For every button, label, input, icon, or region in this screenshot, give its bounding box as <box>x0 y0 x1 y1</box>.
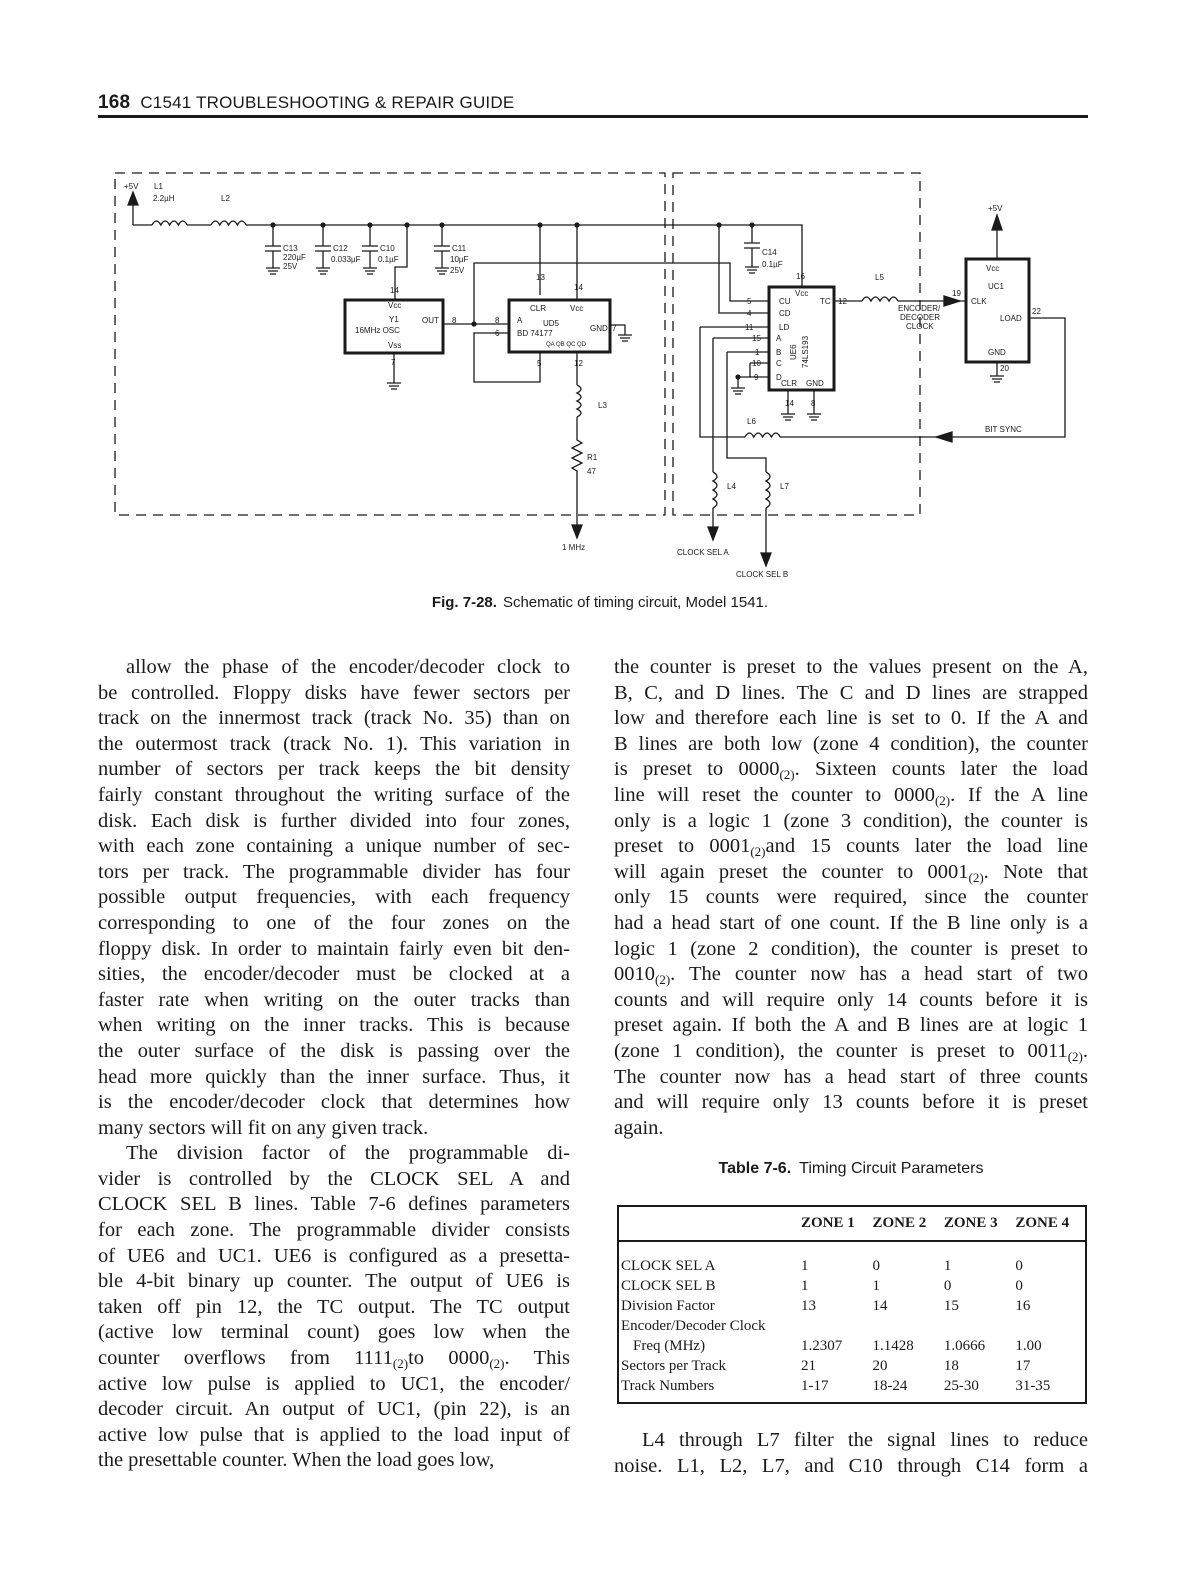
column-header: ZONE 3 <box>942 1206 1013 1241</box>
label-bit-sync: BIT SYNC <box>985 425 1022 434</box>
pin-14: 14 <box>390 286 399 295</box>
text-line <box>98 1167 570 1193</box>
pin-8: 8 <box>495 316 500 325</box>
text-line <box>614 860 1088 886</box>
table-cell: 13 <box>801 1298 816 1314</box>
text-segment: CLOCK SEL B lines. Table 7-6 defines parameters <box>98 1193 570 1216</box>
text-segment: B, C, and D lines. The C and D lines are strapped <box>614 681 1088 704</box>
text-line <box>98 706 570 732</box>
text-segment: counts and will require only 14 counts before it is <box>614 988 1088 1011</box>
subscript: (2) <box>489 1356 505 1372</box>
label-clock-sel-b: CLOCK SEL B <box>736 570 789 579</box>
label-vcc: Vcc <box>388 301 402 310</box>
text-segment: is the encoder/decoder clock that determines how <box>98 1091 570 1114</box>
text-segment: will again preset the counter to 0001 <box>614 860 969 883</box>
label-l2: L2 <box>221 194 230 203</box>
text-line <box>98 911 570 937</box>
label-uc1: UC1 <box>988 282 1005 291</box>
pin-7: 7 <box>612 324 617 333</box>
text-segment: vider is controlled by the CLOCK SEL A and <box>98 1167 570 1190</box>
row-label: Freq (MHz) <box>633 1338 706 1354</box>
text-line <box>614 1090 1088 1116</box>
pin-12: 12 <box>574 359 583 368</box>
text-segment: The division factor of the programmable di- <box>126 1142 570 1165</box>
column-header: ZONE 1 <box>799 1206 870 1241</box>
subscript: (2) <box>1067 1048 1083 1064</box>
pin-14: 14 <box>574 283 583 292</box>
text-segment: preset to 0001 <box>614 835 751 858</box>
label-c12-value: 0.033µF <box>331 255 361 264</box>
table-cell: 0 <box>1015 1258 1023 1274</box>
pin-7: 7 <box>391 358 396 367</box>
text-segment: allow the phase of the encoder/decoder clock to <box>126 656 570 678</box>
text-line <box>614 732 1088 758</box>
text-line <box>98 1013 570 1039</box>
text-segment: fairly constant throughout the writing surface of the <box>98 783 570 806</box>
pin-16: 16 <box>796 272 805 281</box>
figure-number: Fig. 7-28. <box>431 594 497 611</box>
label-c14-value: 0.1µF <box>762 260 783 269</box>
text-line <box>98 783 570 809</box>
text-segment: (zone 1 condition), the counter is preset to 0011 <box>614 1039 1068 1062</box>
label-y1: Y1 <box>389 315 399 324</box>
pin-11: 11 <box>745 323 754 332</box>
label-osc: 16MHz OSC <box>355 326 400 335</box>
text-segment: floppy disk. In order to maintain fairly even bit den- <box>98 937 570 960</box>
text-line <box>614 1013 1088 1039</box>
label-l1: L1 <box>154 182 163 191</box>
table-cell: 1 <box>943 1258 952 1274</box>
label-clk: CLK <box>971 297 987 306</box>
label-l3: L3 <box>598 401 607 410</box>
label-c11: C11 <box>452 244 467 253</box>
label-load: LOAD <box>1000 314 1022 323</box>
text-segment: faster rate when writing on the outer tracks than <box>98 988 570 1011</box>
text-line <box>614 681 1088 707</box>
label-clock: CLOCK <box>906 322 934 331</box>
table-cell <box>799 1316 870 1336</box>
label-c12: C12 <box>333 244 348 253</box>
text-line <box>98 1269 570 1295</box>
text-line <box>98 1346 570 1372</box>
text-segment: track on the innermost track (track No. 35) than on <box>98 707 570 730</box>
label-l1-value: 2.2µH <box>153 194 175 203</box>
text-line <box>98 937 570 963</box>
pin-5: 5 <box>747 297 752 306</box>
text-line <box>98 1448 570 1474</box>
text-segment: . Note that <box>983 860 1088 883</box>
column-header <box>618 1206 799 1241</box>
table-cell: 17 <box>1015 1358 1031 1374</box>
subscript: (2) <box>968 869 984 885</box>
text-segment: sities, the encoder/decoder must be clocked at a <box>98 963 570 986</box>
table-row <box>618 1376 1086 1403</box>
pin-20: 20 <box>1000 364 1009 373</box>
text-line <box>614 937 1088 963</box>
text-segment: 0010 <box>614 963 655 986</box>
table-number: Table 7-6. <box>718 1160 792 1177</box>
right-text-column <box>614 655 1088 1141</box>
text-segment: . <box>1082 1039 1088 1062</box>
text-line <box>98 757 570 783</box>
label-a: A <box>517 316 523 325</box>
label-ld: LD <box>779 323 790 332</box>
table-row <box>618 1356 1086 1376</box>
page-number: 168 <box>98 92 131 113</box>
text-line <box>98 1039 570 1065</box>
text-segment: tors per track. The programmable divider has four <box>98 860 570 883</box>
text-segment: and 15 counts later the load line <box>765 835 1088 858</box>
pin-4: 4 <box>747 309 752 318</box>
text-line <box>98 860 570 886</box>
text-segment: L4 through L7 filter the signal lines to reduce <box>642 1429 1088 1451</box>
label-encoder: ENCODER/ <box>898 304 941 313</box>
text-segment: be controlled. Floppy disks have fewer sectors per <box>98 681 570 704</box>
table-row <box>618 1276 1086 1296</box>
text-segment: logic 1 (zone 2 condition), the counter is preset to <box>614 937 1088 960</box>
text-segment: the presettable counter. When the load goes low, <box>98 1449 495 1472</box>
pin-8: 8 <box>452 316 457 325</box>
table-cell: 1.00 <box>1015 1338 1042 1354</box>
text-segment: The counter now has a head start of three counts <box>614 1065 1088 1088</box>
label-r1: R1 <box>587 453 598 462</box>
text-line <box>98 1065 570 1091</box>
subscript: (2) <box>779 767 795 783</box>
table-cell: 1.0666 <box>943 1338 986 1354</box>
text-segment: noise. L1, L2, L7, and C10 through C14 form a <box>614 1454 1088 1477</box>
pin-22: 22 <box>1032 307 1041 316</box>
text-line <box>98 1218 570 1244</box>
text-line <box>614 885 1088 911</box>
pin-14: 14 <box>785 399 794 408</box>
text-line <box>98 988 570 1014</box>
table-cell <box>1013 1316 1086 1336</box>
label-ud5-outputs: QA QB QC QD <box>546 342 587 348</box>
label-c13-value: 220µF <box>283 253 306 262</box>
text-segment: possible output frequencies, with each frequency <box>98 886 570 909</box>
label-gnd: GND <box>806 379 824 388</box>
text-line <box>614 706 1088 732</box>
table-row <box>618 1336 1086 1356</box>
text-segment: (active low terminal count) goes low when the <box>98 1321 570 1344</box>
text-segment: the outer surface of the disk is passing over the <box>98 1039 570 1062</box>
text-line <box>614 1428 1088 1454</box>
text-line <box>98 962 570 988</box>
text-segment: . This <box>504 1347 570 1370</box>
pin-5: 5 <box>537 359 542 368</box>
text-segment: is preset to 0000 <box>614 758 780 781</box>
label-b: B <box>776 348 782 357</box>
text-line <box>614 911 1088 937</box>
table-cell: 16 <box>1015 1298 1031 1314</box>
text-line <box>614 988 1088 1014</box>
text-segment: had a head start of one count. If the B line only is a <box>614 911 1088 934</box>
table-row <box>618 1316 1086 1336</box>
text-segment: to 0000 <box>408 1347 490 1370</box>
figure-caption-text: Schematic of timing circuit, Model 1541. <box>502 594 769 611</box>
label-c10-value: 0.1µF <box>378 255 399 264</box>
table-row <box>618 1241 1086 1276</box>
label-clock-sel-a: CLOCK SEL A <box>677 548 729 557</box>
row-label: Division Factor <box>621 1298 715 1314</box>
table-cell <box>870 1316 941 1336</box>
text-line <box>614 655 1088 681</box>
pin-9: 9 <box>754 373 759 382</box>
label-out: OUT <box>422 316 439 325</box>
label-c14: C14 <box>762 248 777 257</box>
text-segment: disk. Each disk is further divided into four zones, <box>98 809 570 832</box>
table-title: Timing Circuit Parameters <box>799 1160 984 1177</box>
label-d: D <box>776 373 782 382</box>
subscript: (2) <box>392 1356 409 1372</box>
label-gnd: GND <box>988 348 1006 357</box>
table-cell <box>942 1316 1013 1336</box>
text-segment: corresponding to one of the four zones on the <box>98 911 570 934</box>
table-cell: 1 <box>872 1278 880 1294</box>
text-line <box>98 1295 570 1321</box>
row-label: Sectors per Track <box>621 1358 726 1374</box>
label-clr: CLR <box>530 304 547 313</box>
table-cell: 25-30 <box>943 1378 979 1394</box>
text-line <box>614 962 1088 988</box>
text-line <box>98 1244 570 1270</box>
text-line <box>98 681 570 707</box>
text-segment: head more quickly than the inner surface. Thus, it <box>98 1065 570 1088</box>
table-cell: 1.2307 <box>801 1338 843 1354</box>
text-line <box>98 1320 570 1346</box>
text-line <box>98 809 570 835</box>
label-c13: C13 <box>283 244 298 253</box>
table-header-row <box>618 1206 1086 1241</box>
text-segment: low and therefore each line is set to 0. If the A and <box>614 707 1088 730</box>
text-line <box>614 783 1088 809</box>
text-segment: . Sixteen counts later the load <box>794 758 1088 781</box>
label-vcc: Vcc <box>795 289 809 298</box>
label-cu: CU <box>779 297 791 306</box>
subscript: (2) <box>655 972 671 988</box>
text-segment: decoder circuit. An output of UC1, (pin 22), is an <box>98 1398 570 1421</box>
table-cell: 18-24 <box>872 1378 908 1394</box>
text-line <box>98 1116 570 1142</box>
table-cell: 1 <box>801 1258 809 1274</box>
pin-1: 1 <box>755 348 760 357</box>
label-clr: CLR <box>781 379 798 388</box>
label-c11-voltage: 25V <box>450 266 465 275</box>
figure-caption <box>0 594 1200 611</box>
table-cell: 21 <box>801 1358 816 1374</box>
table-cell: 1-17 <box>801 1378 829 1394</box>
label-gnd: GND <box>590 324 608 333</box>
label-a: A <box>776 334 782 343</box>
label-vcc: Vcc <box>570 304 584 313</box>
text-line <box>98 834 570 860</box>
label-1mhz: 1 MHz <box>562 543 586 552</box>
text-segment: ble 4-bit binary up counter. The output of UE6 is <box>98 1270 570 1293</box>
text-segment: the outermost track (track No. 1). This variation in <box>98 732 570 755</box>
table-cell: 20 <box>872 1358 888 1374</box>
row-label: CLOCK SEL B <box>621 1278 716 1294</box>
text-segment: . If the A line <box>950 783 1088 806</box>
table-row <box>618 1296 1086 1316</box>
label-c11-value: 10µF <box>450 255 469 264</box>
text-line <box>98 655 570 681</box>
left-text-column <box>98 655 570 1474</box>
label-l4: L4 <box>727 482 736 491</box>
table-cell: 0 <box>872 1258 880 1274</box>
text-segment: line will reset the counter to 0000 <box>614 783 935 806</box>
label-c: C <box>776 359 782 368</box>
pin-8: 8 <box>811 399 816 408</box>
table-cell: 31-35 <box>1015 1378 1051 1394</box>
book-title: C1541 TROUBLESHOOTING & REPAIR GUIDE <box>140 93 515 112</box>
column-header: ZONE 2 <box>870 1206 941 1241</box>
label-vss: Vss <box>388 341 402 350</box>
text-segment: again. <box>614 1116 664 1139</box>
text-segment: with each zone containing a unique number of sec- <box>98 835 570 858</box>
text-segment: number of sectors per track keeps the bit density <box>98 758 570 781</box>
text-segment: only is a logic 1 (zone 3 condition), the counter is <box>614 809 1088 832</box>
text-line <box>614 1065 1088 1091</box>
label-l7: L7 <box>780 482 789 491</box>
text-segment: only 15 counts were required, since the counter <box>614 886 1088 909</box>
text-line <box>98 1423 570 1449</box>
text-line <box>614 757 1088 783</box>
label-l5: L5 <box>875 273 884 282</box>
column-header: ZONE 4 <box>1013 1206 1086 1241</box>
label-vcc: Vcc <box>986 264 1000 273</box>
table-caption <box>614 1160 1088 1178</box>
label-l6: L6 <box>747 417 756 426</box>
right-text-continuation <box>614 1428 1088 1479</box>
pin-12: 12 <box>838 297 847 306</box>
table-cell: 18 <box>943 1358 959 1374</box>
label-tc: TC <box>820 297 831 306</box>
table-cell: 14 <box>872 1298 888 1314</box>
text-line <box>614 809 1088 835</box>
text-line <box>614 1454 1088 1480</box>
pin-10: 10 <box>752 359 761 368</box>
timing-parameters-table <box>617 1205 1087 1404</box>
label-74ls193: 74LS193 <box>801 335 810 368</box>
label-decoder: DECODER <box>900 313 941 322</box>
text-line <box>98 1090 570 1116</box>
table-cell: 15 <box>943 1298 959 1314</box>
table-cell: 1 <box>801 1278 809 1294</box>
label-5v: +5V <box>124 182 139 191</box>
pin-15: 15 <box>752 334 761 343</box>
table-cell: 1.1428 <box>872 1338 914 1354</box>
text-line <box>614 1039 1088 1065</box>
text-line <box>614 1116 1088 1142</box>
text-line <box>98 1372 570 1398</box>
label-c13-voltage: 25V <box>283 262 298 271</box>
text-segment: of UE6 and UC1. UE6 is configured as a presetta- <box>98 1244 570 1267</box>
timing-circuit-schematic <box>0 0 1200 600</box>
text-line <box>98 732 570 758</box>
label-cd: CD <box>779 309 791 318</box>
text-segment: for each zone. The programmable divider consists <box>98 1219 570 1242</box>
pin-19: 19 <box>952 289 961 298</box>
text-segment: B lines are both low (zone 4 condition), the counter <box>614 732 1088 755</box>
text-segment: many sectors will fit on any given track. <box>98 1116 429 1139</box>
text-line <box>98 885 570 911</box>
text-line <box>614 834 1088 860</box>
text-line <box>98 1192 570 1218</box>
row-label: Encoder/Decoder Clock <box>621 1318 766 1334</box>
text-line <box>98 1397 570 1423</box>
text-segment: the counter is preset to the values present on the A, <box>614 656 1088 678</box>
text-segment: active low pulse is applied to UC1, the encoder/ <box>98 1372 570 1395</box>
subscript: (2) <box>934 792 951 808</box>
label-5v: +5V <box>988 204 1003 213</box>
row-label: Track Numbers <box>621 1378 715 1394</box>
table-cell: 0 <box>943 1278 952 1294</box>
text-segment: and will require only 13 counts before it is preset <box>614 1091 1088 1114</box>
label-ud5: UD5 <box>543 319 560 328</box>
label-ue6: UE6 <box>789 344 798 360</box>
label-74177: BD 74177 <box>517 329 553 338</box>
text-segment: taken off pin 12, the TC output. The TC output <box>98 1295 570 1318</box>
text-line <box>98 1141 570 1167</box>
label-c10: C10 <box>380 244 395 253</box>
text-segment: counter overflows from 1111 <box>98 1347 393 1370</box>
pin-6: 6 <box>495 329 500 338</box>
table-cell: 0 <box>1015 1278 1023 1294</box>
text-segment: active low pulse that is applied to the load input of <box>98 1423 570 1446</box>
row-label: CLOCK SEL A <box>621 1258 716 1274</box>
text-segment: preset again. If both the A and B lines are at logic 1 <box>614 1014 1088 1037</box>
text-segment: . The counter now has a head start of two <box>670 963 1088 986</box>
text-segment: when writing on the inner tracks. This is because <box>98 1014 570 1037</box>
label-r1-value: 47 <box>587 467 596 476</box>
subscript: (2) <box>750 844 766 860</box>
pin-13: 13 <box>536 273 545 282</box>
